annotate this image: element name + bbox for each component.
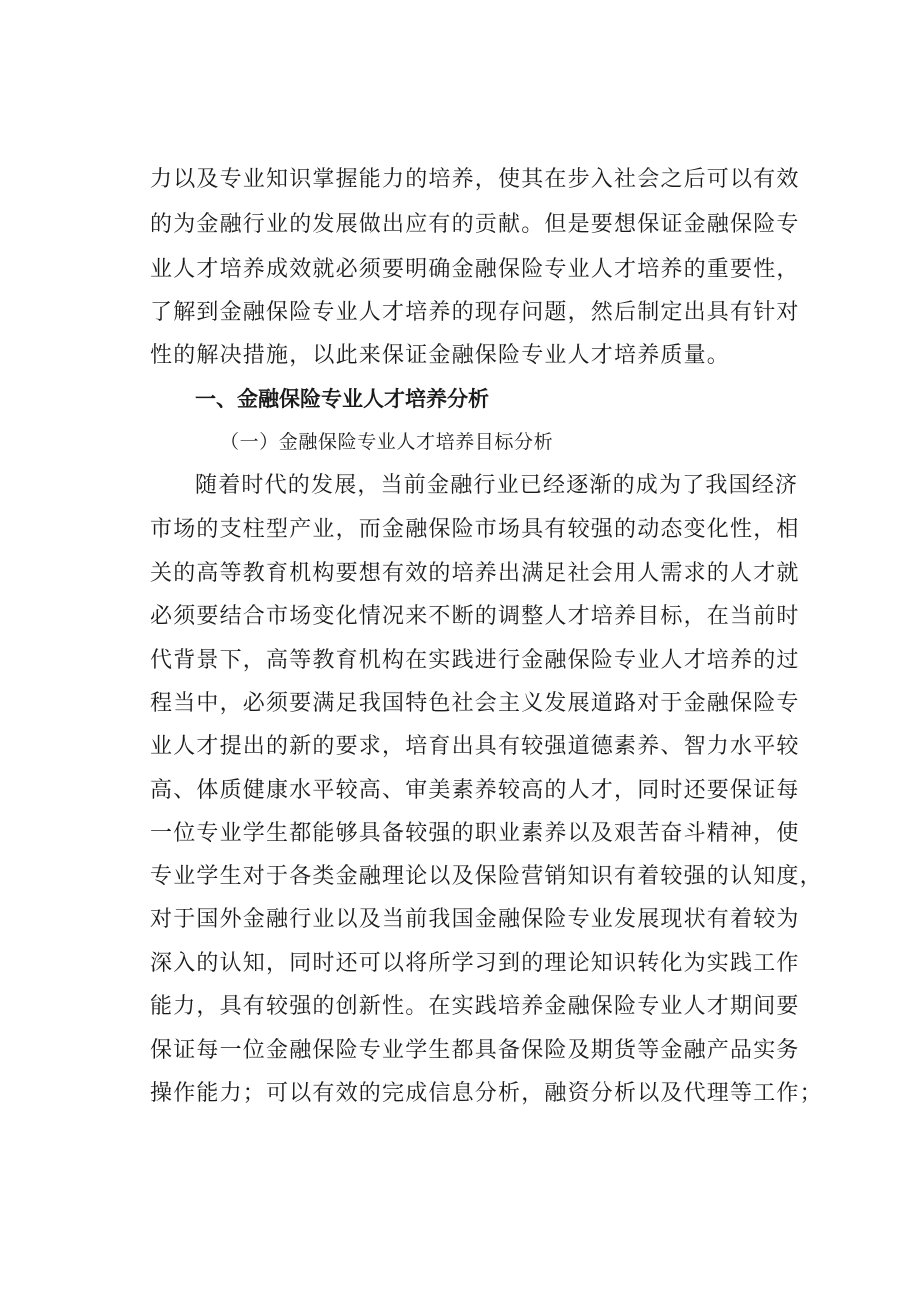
paragraph-line: 深入的认知，同时还可以将所学习到的理论知识转化为实践工作 [150, 951, 800, 976]
paragraph-line: 力以及专业知识掌握能力的培养，使其在步入社会之后可以有效 [150, 167, 800, 192]
paragraph-line: 对于国外金融行业以及当前我国金融保险专业发展现状有着较为 [150, 907, 800, 932]
section-heading: 一、金融保险专业人才培养分析 [195, 387, 489, 411]
paragraph-line: 了解到金融保险专业人才培养的现存问题，然后制定出具有针对 [150, 300, 800, 325]
paragraph-line: 代背景下，高等教育机构在实践进行金融保险专业人才培养的过 [150, 648, 800, 673]
paragraph-line: 能力，具有较强的创新性。在实践培养金融保险专业人才期间要 [150, 994, 800, 1019]
paragraph-line: 业人才提出的新的要求，培育出具有较强道德素养、智力水平较 [150, 734, 800, 759]
paragraph-line: 程当中，必须要满足我国特色社会主义发展道路对于金融保险专 [150, 691, 800, 716]
paragraph-line: 的为金融行业的发展做出应有的贡献。但是要想保证金融保险专 [150, 212, 800, 237]
paragraph-line: 随着时代的发展，当前金融行业已经逐渐的成为了我国经济 [195, 473, 799, 498]
paragraph-line: 专业学生对于各类金融理论以及保险营销知识有着较强的认知度， [150, 864, 823, 889]
paragraph-line: 市场的支柱型产业，而金融保险市场具有较强的动态变化性，相 [150, 517, 800, 542]
subsection-heading: （一）金融保险专业人才培养目标分析 [220, 431, 554, 453]
paragraph-line: 必须要结合市场变化情况来不断的调整人才培养目标，在当前时 [150, 604, 800, 629]
paragraph-line: 关的高等教育机构要想有效的培养出满足社会用人需求的人才就 [150, 561, 800, 586]
paragraph-line: 保证每一位金融保险专业学生都具备保险及期货等金融产品实务 [150, 1038, 800, 1063]
paragraph-line: 业人才培养成效就必须要明确金融保险专业人才培养的重要性， [150, 257, 800, 282]
paragraph-line: 高、体质健康水平较高、审美素养较高的人才，同时还要保证每 [150, 778, 800, 803]
paragraph-line: 操作能力；可以有效的完成信息分析，融资分析以及代理等工作； [150, 1081, 823, 1106]
paragraph-line: 性的解决措施，以此来保证金融保险专业人才培养质量。 [150, 343, 731, 368]
paragraph-line: 一位专业学生都能够具备较强的职业素养以及艰苦奋斗精神，使 [150, 821, 800, 846]
